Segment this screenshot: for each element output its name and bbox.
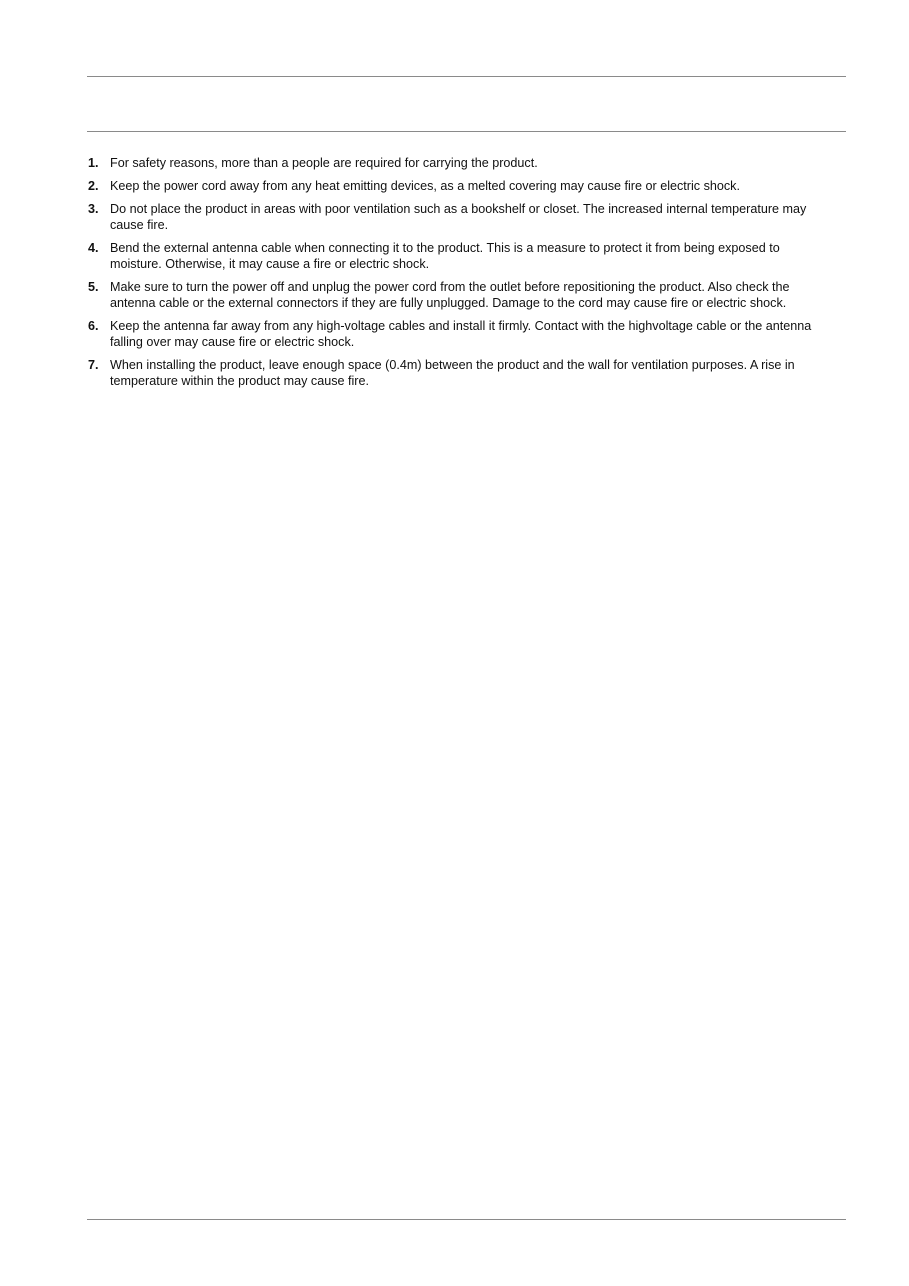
instruction-text: When installing the product, leave enough space (0.4m) between the product and the wall for ventilation purposes. A rise in temperature within the product may cause fire. xyxy=(110,358,795,388)
instruction-number: 1. xyxy=(88,156,99,170)
instruction-number: 2. xyxy=(88,179,99,193)
instruction-number: 5. xyxy=(88,280,99,294)
instruction-text: Do not place the product in areas with poor ventilation such as a bookshelf or closet. The increased internal temperature may cause fire. xyxy=(110,202,807,232)
instruction-number: 6. xyxy=(88,319,99,333)
safety-instructions-list xyxy=(88,155,828,396)
instruction-item xyxy=(88,178,828,194)
instruction-number: 3. xyxy=(88,202,99,216)
instruction-text: Bend the external antenna cable when connecting it to the product. This is a measure to protect it from being exposed to moisture. Otherwise, it may cause a fire or electric shock. xyxy=(110,241,780,271)
instruction-item xyxy=(88,357,828,389)
header-bottom-rule xyxy=(87,131,846,132)
instruction-text: Keep the power cord away from any heat emitting devices, as a melted covering may cause fire or electric shock. xyxy=(110,179,740,193)
instruction-number: 7. xyxy=(88,358,99,372)
instruction-item xyxy=(88,279,828,311)
instruction-text: For safety reasons, more than a people are required for carrying the product. xyxy=(110,156,538,170)
instruction-item xyxy=(88,240,828,272)
instruction-item xyxy=(88,155,828,171)
instruction-number: 4. xyxy=(88,241,99,255)
instruction-item xyxy=(88,318,828,350)
instruction-item xyxy=(88,201,828,233)
footer-rule xyxy=(87,1219,846,1220)
header-top-rule xyxy=(87,76,846,77)
instruction-text: Keep the antenna far away from any high-voltage cables and install it firmly. Contact with the highvoltage cable or the antenna falling over may cause fire or electric shock. xyxy=(110,319,812,349)
instruction-text: Make sure to turn the power off and unplug the power cord from the outlet before repositioning the product. Also check the antenna cable or the external connectors if they are fully unplugged. Damage to the cord may cause fire or electric shock. xyxy=(110,280,790,310)
